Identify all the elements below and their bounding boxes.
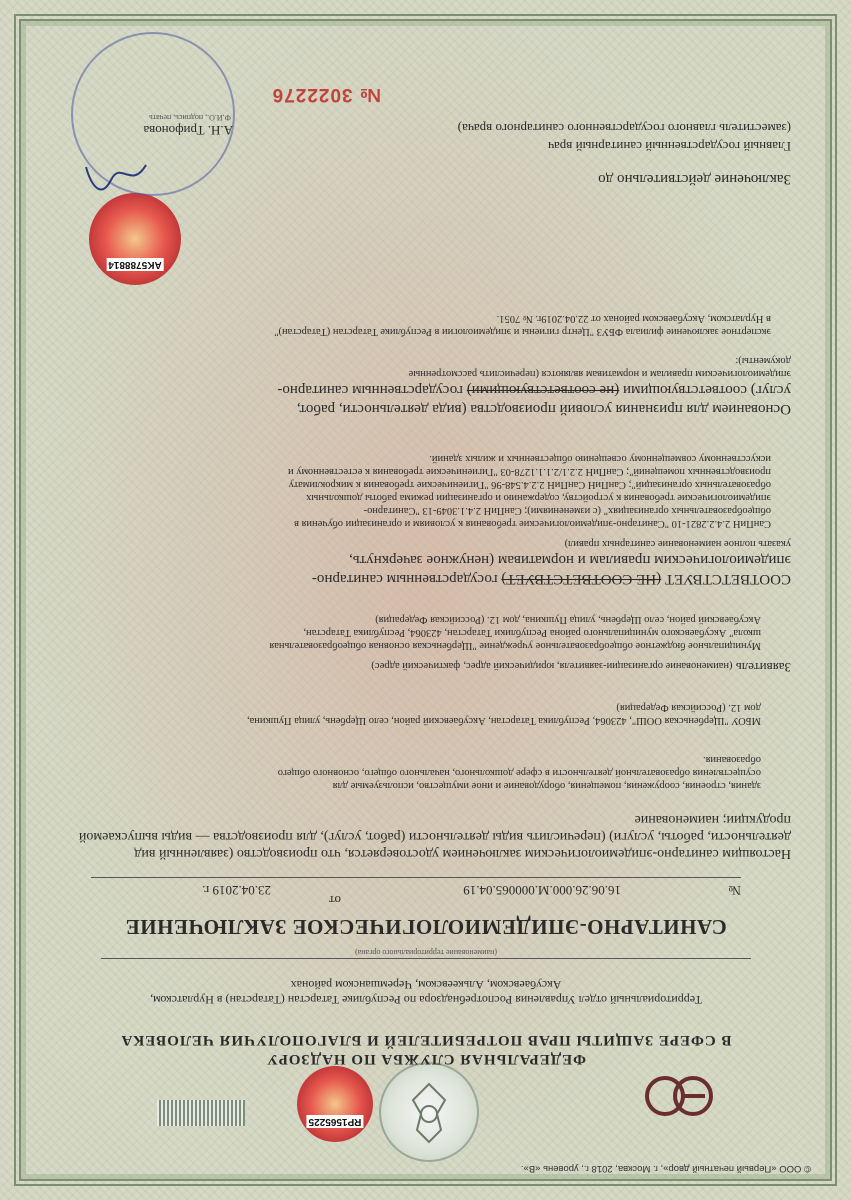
- expert-line-2: в Нурлатском, Аксубаевском районах от 22.04.2019г. № 7051.: [496, 313, 771, 324]
- basis-line-4: документы):: [735, 355, 791, 366]
- applicant-line-1: Муниципальное бюджетное общеобразовательное учреждение "Щербеньская основная общеобразовательная: [269, 640, 761, 651]
- signer-title: Главный государственный санитарный врач: [547, 139, 791, 154]
- date-label: от: [328, 893, 341, 908]
- conformity-paragraph: [61, 537, 791, 588]
- address-line-2: дом 12. (Российская Федерация): [616, 702, 761, 713]
- conformity-no-struck: (НЕ СООТВЕТСТВУЕТ): [501, 571, 662, 587]
- basis-no-struck: (не соответствующими): [466, 382, 620, 398]
- signature-mark: [81, 155, 151, 195]
- validity-row: Заключение действительно до: [598, 171, 791, 187]
- conformity-rest: государственным санитарно-: [311, 571, 498, 587]
- signer-caption: Ф.И.О., подпись, печать: [149, 113, 231, 122]
- number-label: №: [728, 883, 741, 898]
- subject-block: [61, 753, 761, 792]
- number-underline: [91, 877, 741, 878]
- department-underline: [101, 958, 751, 959]
- applicant-row: [61, 659, 791, 675]
- address-block: [61, 701, 761, 727]
- rules-block: [61, 452, 771, 530]
- department-name: [101, 977, 751, 1007]
- basis-line-1: Основанием для признания условий производства (вида деятельности, работ,: [296, 401, 791, 417]
- department-caption: (наименование территориального органа): [355, 948, 497, 957]
- conclusion-number: 16.06.26.000.М.000065.04.19: [463, 883, 621, 898]
- conformity-line-2: эпидемиологическим правилам и нормативам (ненужное зачеркнуть,: [349, 552, 791, 568]
- eac-mark-icon: [643, 1074, 715, 1118]
- intro-paragraph: Настоящим санитарно-эпидемиологическим заключением удостоверяется, что производство (заявленный вид деятельности, работы, услуги) (перечислить виды деятельности (работ, услуг), для производства — виды выпускаемой продукции; наименование: [78, 812, 791, 861]
- conformity-yes: СООТВЕТСТВУЕТ: [664, 571, 791, 587]
- address-line-1: МБОУ "Щербеньская ООШ", 423064, Республика Татарстан, Аксубаевский район, село Щербень, улица Пушкина,: [247, 715, 761, 726]
- agency-title-line-2: В СФЕРЕ ЗАЩИТЫ ПРАВ ПОТРЕБИТЕЛЕЙ И БЛАГОПОЛУЧИЯ ЧЕЛОВЕКА: [120, 1032, 732, 1048]
- rules-line-1: СанПиН 2.4.2.2821-10 "Санитарно-эпидемиологические требования к условиям и организации обучения в: [294, 518, 771, 529]
- hologram-code-1: AK5788814: [108, 259, 162, 270]
- rules-line-3: эпидемиологические требования к устройству, содержанию и организации режима работы дошкольных: [306, 492, 771, 503]
- rules-line-6: искусственному совмещенному освещению общественных и жилых зданий.: [429, 453, 771, 464]
- applicant-hint-2: фактический адрес): [371, 660, 461, 671]
- protective-pattern-box: [157, 1100, 245, 1126]
- rules-line-2: общеобразовательных организациях" (с изменениями); СанПиН 2.4.1.3049-13 "Санитарно-: [363, 505, 771, 516]
- expert-line-1: экспертное заключение филиала ФБУЗ "Центр гигиены и эпидемиологии в Республике Татарстан (Татарстан)": [274, 326, 771, 337]
- department-line-1: Территориальный отдел Управления Роспотребнадзора по Республике Татарстан (Татарстан) в Нурлатском,: [150, 993, 702, 1007]
- signer-name: А.Н. Трифонова: [143, 123, 233, 138]
- agency-title-line-1: ФЕДЕРАЛЬНАЯ СЛУЖБА ПО НАДЗОРУ: [266, 1051, 586, 1067]
- signer-subtitle: (заместитель главного государственного санитарного врача): [457, 121, 791, 136]
- hologram-code-2: RP1565225: [308, 1116, 362, 1127]
- rules-line-4: образовательных организаций"; СанПиН СанПиН 2.2.4.548-96 "Гигиенические требования к микроклимату: [288, 479, 771, 490]
- rules-line-5: производственных помещений"; СанПиН 2.2.1/2.1.1.1278-03 "Гигиенические требования к естественному и: [287, 466, 771, 477]
- department-line-2: Аксубаевском, Алькеевском, Черемшанском районах: [290, 978, 562, 992]
- subject-line-1: здания, строения, сооружения, помещения, оборудование и иное имущество, используемые для: [332, 780, 761, 791]
- hologram-sticker-bottom: [297, 1066, 373, 1142]
- applicant-line-2: школа" Аксубаевского муниципального района Республики Татарстан, 423064, Республика Татарстан,: [303, 627, 761, 638]
- form-serial-number: № 3022276: [271, 84, 381, 105]
- basis-line-2: [61, 380, 791, 399]
- conclusion-date: 23.04.2019 г.: [202, 883, 271, 898]
- applicant-label: Заявитель: [735, 660, 791, 675]
- applicant-hint: (наименование организации-заявителя, юридический адрес,: [463, 660, 733, 671]
- applicant-line-3: Аксубаевский район, село Щербень, улица Пушкина, дом 12. (Российская Федерация): [375, 614, 761, 625]
- eac-mark: [643, 1074, 715, 1118]
- printer-line: © ООО «Первый печатный двор», г. Москва, 2018 г., уровень «В».: [520, 1163, 811, 1174]
- coat-of-arms-emblem: [379, 1062, 479, 1162]
- conformity-line-1: [61, 569, 791, 588]
- conformity-hint: указать полное наименование санитарных правил): [564, 538, 791, 549]
- agency-title: [81, 1030, 771, 1068]
- basis-rest: государственным санитарно-: [277, 382, 464, 398]
- applicant-block: [61, 613, 761, 652]
- basis-paragraph: [61, 354, 791, 418]
- signer-block: [231, 119, 791, 155]
- basis-yes: услуг) соответствующими: [622, 382, 791, 398]
- expert-block: [61, 312, 771, 338]
- basis-line-3: эпидемиологическим правилам и нормативам являются (перечислить рассмотренные: [408, 368, 791, 379]
- hologram-sticker-top: [89, 193, 181, 285]
- emblem-icon: [381, 1064, 477, 1160]
- subject-line-2: осуществления образовательной деятельности в сфере дошкольного, начального общего, основного общего: [277, 767, 761, 778]
- document-title: САНИТАРНО-ЭПИДЕМИОЛОГИЧЕСКОЕ ЗАКЛЮЧЕНИЕ: [125, 915, 727, 939]
- subject-line-3: образования.: [702, 754, 761, 765]
